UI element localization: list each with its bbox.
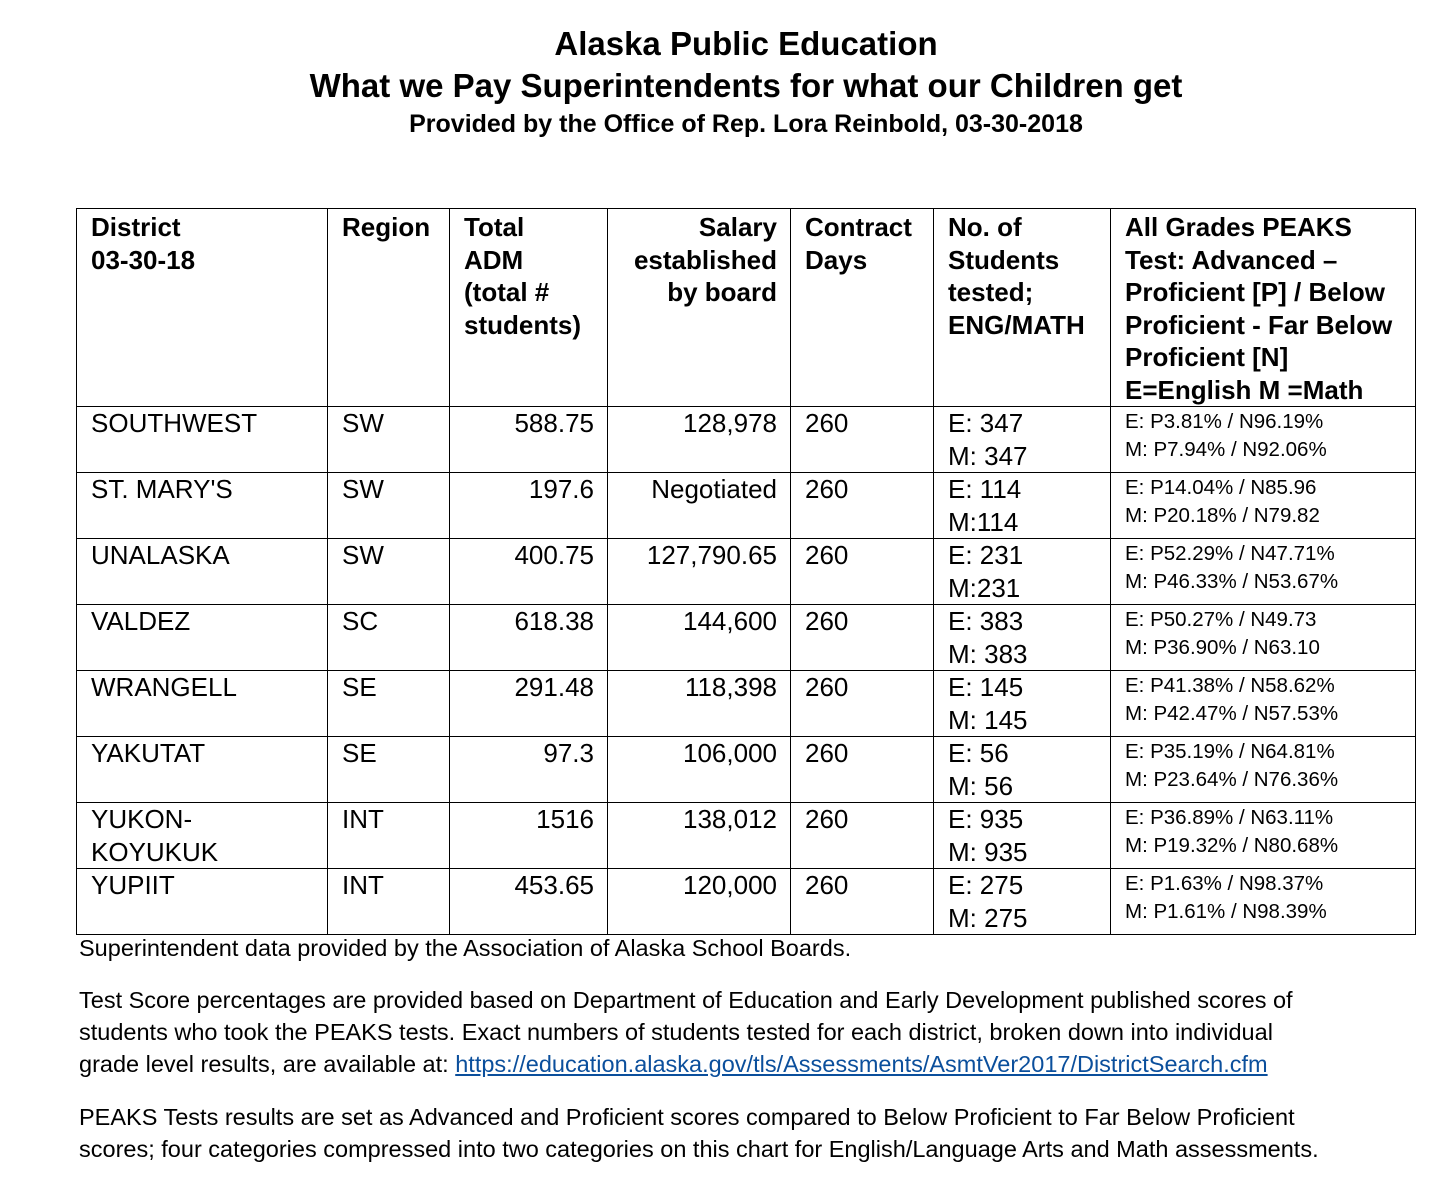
- header-peaks-line: Test: Advanced –: [1125, 244, 1338, 275]
- cell-region: SW: [328, 539, 450, 605]
- cell-contract-days: 260: [791, 539, 934, 605]
- cell-contract-days: 260: [791, 671, 934, 737]
- table-row: [77, 407, 1416, 473]
- cell-region: SW: [328, 473, 450, 539]
- cell-contract-days: 260: [791, 605, 934, 671]
- cell-district: [77, 605, 328, 671]
- cell-total-adm: 1516: [450, 803, 608, 869]
- peaks-english: E: P41.38% / N58.62%: [1125, 674, 1335, 697]
- district-name: SOUTHWEST: [91, 408, 258, 438]
- table-row: [77, 473, 1416, 539]
- tested-math: M:231: [948, 572, 1021, 603]
- header-region-line: Region: [342, 212, 431, 242]
- cell-peaks-results: [1111, 869, 1416, 935]
- cell-total-adm: 400.75: [450, 539, 608, 605]
- tested-math: M: 347: [948, 440, 1028, 471]
- cell-contract-days: 260: [791, 473, 934, 539]
- peaks-english: E: P36.89% / N63.11%: [1125, 806, 1334, 829]
- tested-math: M:114: [948, 506, 1019, 537]
- cell-contract-days: 260: [791, 407, 934, 473]
- cell-district: [77, 803, 328, 869]
- cell-contract-days: 260: [791, 803, 934, 869]
- cell-district: [77, 407, 328, 473]
- superintendent-table: [76, 208, 1416, 935]
- cell-total-adm: 291.48: [450, 671, 608, 737]
- header-contract-days: [791, 209, 934, 407]
- cell-peaks-results: [1111, 539, 1416, 605]
- district-name: VALDEZ: [91, 606, 191, 636]
- cell-region: SE: [328, 737, 450, 803]
- cell-region: SE: [328, 671, 450, 737]
- peaks-note-line-1: PEAKS Tests results are set as Advanced and Proficient scores compared to Below Proficient to Far Below Proficient: [79, 1104, 1295, 1130]
- cell-peaks-results: [1111, 407, 1416, 473]
- cell-salary: 138,012: [608, 803, 791, 869]
- header-students-tested: [934, 209, 1111, 407]
- table-row: [77, 869, 1416, 935]
- document-subtitle: What we Pay Superintendents for what our Children get: [309, 67, 1183, 104]
- document-title: Alaska Public Education: [554, 25, 938, 62]
- cell-peaks-results: [1111, 473, 1416, 539]
- table-body: [77, 407, 1416, 935]
- cell-total-adm: 618.38: [450, 605, 608, 671]
- district-name: YAKUTAT: [91, 738, 206, 768]
- cell-salary: 106,000: [608, 737, 791, 803]
- header-district-line: 03-30-18: [91, 244, 196, 275]
- peaks-math: M: P36.90% / N63.10: [1125, 636, 1320, 659]
- cell-peaks-results: [1111, 605, 1416, 671]
- cell-salary: 144,600: [608, 605, 791, 671]
- header-days-line: Contract: [805, 212, 912, 242]
- tested-english: E: 275: [948, 870, 1024, 900]
- tested-english: E: 383: [948, 606, 1024, 636]
- district-name: UNALASKA: [91, 540, 230, 570]
- header-salary-line: by board: [667, 277, 777, 307]
- table-row: [77, 539, 1416, 605]
- header-tested-line: tested;: [948, 277, 1034, 307]
- district-search-link[interactable]: https://education.alaska.gov/tls/Assessments/AsmtVer2017/DistrictSearch.cfm: [455, 1051, 1268, 1077]
- peaks-math: M: P42.47% / N57.53%: [1125, 702, 1339, 725]
- cell-students-tested: [934, 869, 1111, 935]
- tested-english: E: 935: [948, 804, 1024, 834]
- header-adm-line: (total #: [464, 277, 550, 307]
- cell-district: [77, 671, 328, 737]
- peaks-math: M: P7.94% / N92.06%: [1125, 438, 1327, 461]
- cell-peaks-results: [1111, 803, 1416, 869]
- peaks-math: M: P19.32% / N80.68%: [1125, 834, 1339, 857]
- cell-total-adm: 588.75: [450, 407, 608, 473]
- cell-contract-days: 260: [791, 737, 934, 803]
- cell-salary: 120,000: [608, 869, 791, 935]
- header-days-line: Days: [805, 244, 868, 275]
- cell-district: [77, 737, 328, 803]
- peaks-math: M: P1.61% / N98.39%: [1125, 900, 1327, 923]
- cell-region: SC: [328, 605, 450, 671]
- peaks-english: E: P35.19% / N64.81%: [1125, 740, 1335, 763]
- cell-salary: 118,398: [608, 671, 791, 737]
- cell-salary: 127,790.65: [608, 539, 791, 605]
- peaks-english: E: P1.63% / N98.37%: [1125, 872, 1324, 895]
- cell-total-adm: 453.65: [450, 869, 608, 935]
- header-peaks-line: All Grades PEAKS: [1125, 212, 1352, 242]
- test-note-line-2: students who took the PEAKS tests. Exact numbers of students tested for each district, broken down into individual: [79, 1019, 1273, 1045]
- header-tested-line: No. of: [948, 212, 1022, 242]
- cell-peaks-results: [1111, 671, 1416, 737]
- cell-region: INT: [328, 869, 450, 935]
- peaks-english: E: P52.29% / N47.71%: [1125, 542, 1335, 565]
- tested-english: E: 347: [948, 408, 1024, 438]
- header-peaks-line: Proficient [P] / Below: [1125, 277, 1386, 307]
- header-district-line: District: [91, 212, 181, 242]
- cell-total-adm: 197.6: [450, 473, 608, 539]
- header-salary-line: Salary: [698, 212, 777, 242]
- header-adm-line: ADM: [464, 244, 524, 275]
- cell-students-tested: [934, 737, 1111, 803]
- cell-total-adm: 97.3: [450, 737, 608, 803]
- peaks-math: M: P23.64% / N76.36%: [1125, 768, 1339, 791]
- cell-students-tested: [934, 671, 1111, 737]
- header-peaks-line: Proficient [N]: [1125, 342, 1289, 372]
- cell-students-tested: [934, 539, 1111, 605]
- cell-contract-days: 260: [791, 869, 934, 935]
- header-total-adm: [450, 209, 608, 407]
- district-name: YUKON-: [91, 804, 193, 834]
- peaks-english: E: P3.81% / N96.19%: [1125, 410, 1324, 433]
- cell-salary: 128,978: [608, 407, 791, 473]
- cell-district: [77, 539, 328, 605]
- tested-math: M: 383: [948, 638, 1028, 669]
- peaks-english: E: P50.27% / N49.73: [1125, 608, 1317, 631]
- tested-math: M: 56: [948, 770, 1014, 801]
- cell-region: SW: [328, 407, 450, 473]
- peaks-english: E: P14.04% / N85.96: [1125, 476, 1317, 499]
- test-note-line-1: Test Score percentages are provided based on Department of Education and Early Development published scores of: [79, 987, 1293, 1013]
- tested-math: M: 275: [948, 902, 1028, 933]
- header-salary-line: established: [633, 244, 777, 275]
- peaks-note-line-2: scores; four categories compressed into two categories on this chart for English/Language Arts and Math assessments.: [79, 1136, 1319, 1162]
- tested-math: M: 145: [948, 704, 1028, 735]
- cell-district: [77, 473, 328, 539]
- district-name: WRANGELL: [91, 672, 237, 702]
- source-note: Superintendent data provided by the Association of Alaska School Boards.: [79, 935, 852, 961]
- district-name: ST. MARY'S: [91, 474, 233, 504]
- cell-students-tested: [934, 473, 1111, 539]
- table-row: [77, 803, 1416, 869]
- header-adm-line: students): [464, 309, 581, 340]
- cell-salary: Negotiated: [608, 473, 791, 539]
- header-region: [328, 209, 450, 407]
- peaks-math: M: P46.33% / N53.67%: [1125, 570, 1339, 593]
- test-note-prefix: grade level results, are available at:: [79, 1051, 456, 1077]
- cell-region: INT: [328, 803, 450, 869]
- header-peaks-line: Proficient - Far Below: [1125, 309, 1393, 340]
- header-peaks: [1111, 209, 1416, 407]
- district-name: KOYUKUK: [91, 836, 219, 867]
- table-row: [77, 671, 1416, 737]
- cell-peaks-results: [1111, 737, 1416, 803]
- cell-students-tested: [934, 803, 1111, 869]
- document-attribution: Provided by the Office of Rep. Lora Reinbold, 03-30-2018: [409, 110, 1083, 138]
- tested-math: M: 935: [948, 836, 1028, 867]
- tested-english: E: 145: [948, 672, 1024, 702]
- peaks-math: M: P20.18% / N79.82: [1125, 504, 1320, 527]
- cell-students-tested: [934, 407, 1111, 473]
- header-salary: [608, 209, 791, 407]
- header-tested-line: Students: [948, 244, 1060, 275]
- table-header-row: [77, 209, 1416, 407]
- header-adm-line: Total: [464, 212, 525, 242]
- table-row: [77, 737, 1416, 803]
- header-peaks-line: E=English M =Math: [1125, 374, 1364, 405]
- header-district: [77, 209, 328, 407]
- cell-students-tested: [934, 605, 1111, 671]
- header-tested-line: ENG/MATH: [948, 309, 1085, 340]
- tested-english: E: 56: [948, 738, 1009, 768]
- test-note-line-3: [79, 1048, 1268, 1081]
- tested-english: E: 231: [948, 540, 1024, 570]
- district-name: YUPIIT: [91, 870, 175, 900]
- tested-english: E: 114: [948, 474, 1022, 504]
- table-row: [77, 605, 1416, 671]
- cell-district: [77, 869, 328, 935]
